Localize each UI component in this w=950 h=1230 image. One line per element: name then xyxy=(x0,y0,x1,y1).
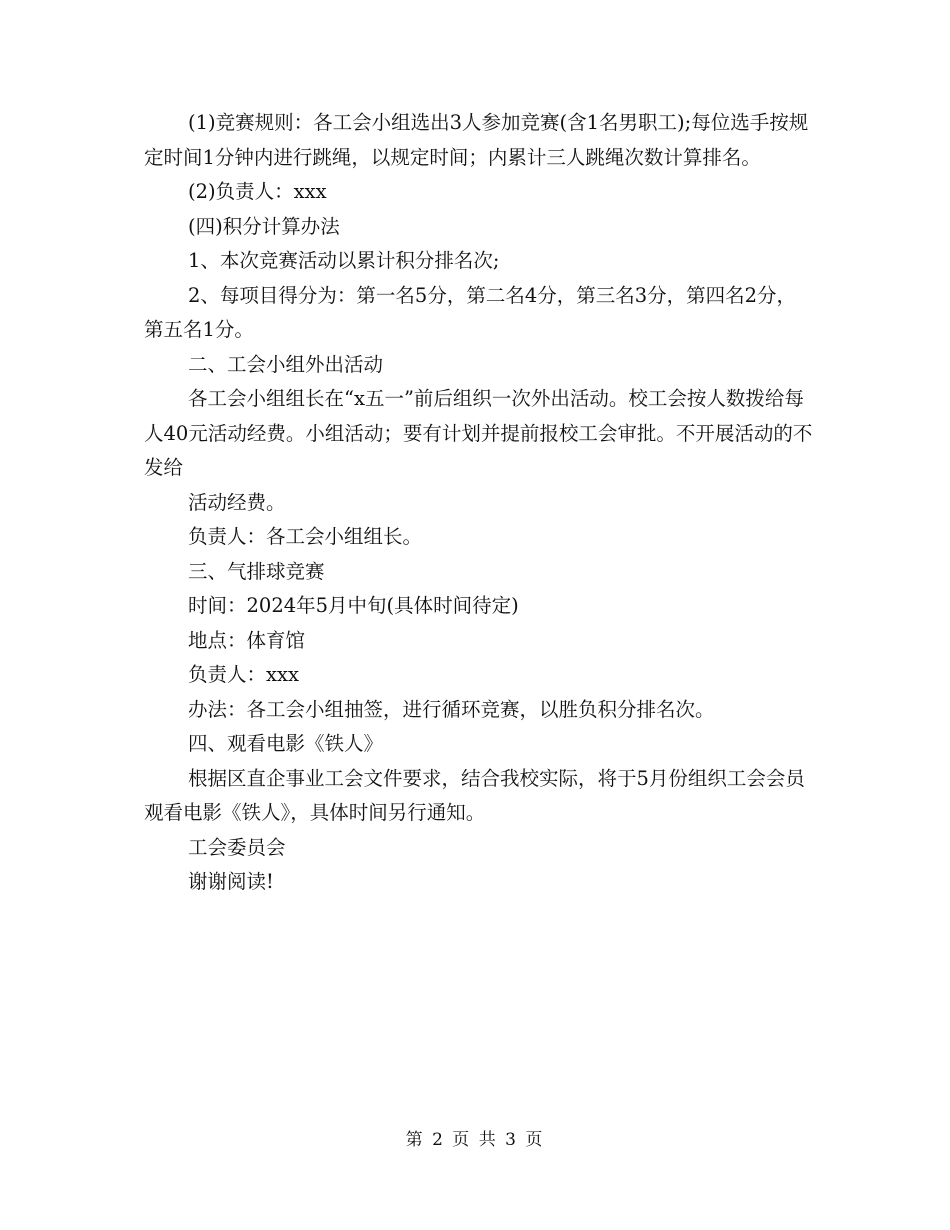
paragraph-volley-owner: 负责人：xxx xyxy=(188,663,299,686)
paragraph-volley-time: 时间：2024年5月中旬(具体时间待定) xyxy=(188,594,519,617)
section-heading-4: (四)积分计算办法 xyxy=(188,214,340,238)
paragraph-owner-2: (2)负责人：xxx xyxy=(188,180,327,203)
paragraph-movie-desc: 根据区直企事业工会文件要求，结合我校实际，将于5月份组织工会会员观看电影《铁人》，具体时间另行通知。 xyxy=(144,766,805,824)
signature-line: 工会委员会 xyxy=(188,835,286,859)
paragraph-score-1: 1、本次竞赛活动以累计积分排名次; xyxy=(188,249,500,272)
paragraph-rule-1: (1)竞赛规则：各工会小组选出3人参加竞赛(含1名男职工);每位选手按规定时间1分钟内进行跳绳，以规定时间；内累计三人跳绳次数计算排名。 xyxy=(144,111,809,169)
paragraph-outing-fee: 活动经费。 xyxy=(188,490,286,514)
paragraph-outing-owner: 负责人：各工会小组组长。 xyxy=(188,525,423,548)
paragraph-volley-method: 办法：各工会小组抽签，进行循环竞赛，以胜负积分排名次。 xyxy=(188,697,715,721)
section-heading-2: 二、工会小组外出活动 xyxy=(188,352,384,376)
thanks-line: 谢谢阅读! xyxy=(188,870,274,893)
document-body xyxy=(144,106,814,900)
paragraph-volley-place: 地点：体育馆 xyxy=(188,628,306,652)
paragraph-outing-desc: 各工会小组组长在“x五一”前后组织一次外出活动。校工会按人数拨给每人40元活动经费。小组活动；要有计划并提前报校工会审批。不开展活动的不发给 xyxy=(144,387,813,479)
paragraph-score-2: 2、每项目得分为：第一名5分，第二名4分，第三名3分，第四名2分，第五名1分。 xyxy=(144,283,797,341)
section-heading-4-movie: 四、观看电影《铁人》 xyxy=(188,732,384,755)
page-number-footer: 第 2 页 共 3 页 xyxy=(405,1130,545,1150)
section-heading-3: 三、气排球竞赛 xyxy=(188,559,325,583)
